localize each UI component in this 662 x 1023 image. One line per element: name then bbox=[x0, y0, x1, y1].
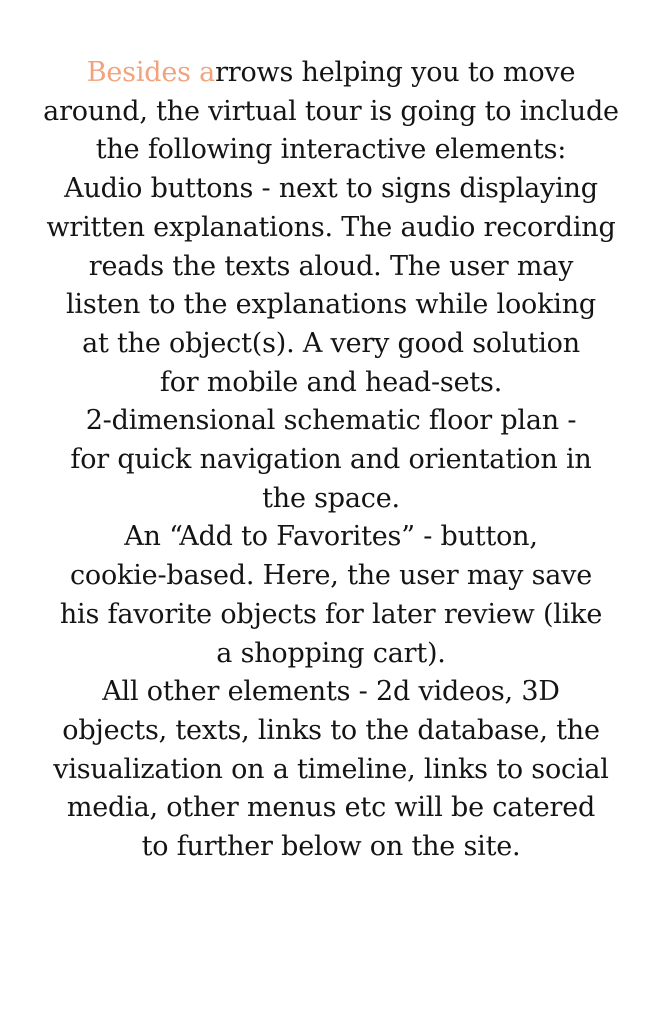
favorites-line-4: a shopping cart). bbox=[216, 636, 446, 669]
accent-text: Besides a bbox=[86, 56, 216, 88]
favorites-line-2: cookie-based. Here, the user may save bbox=[70, 559, 592, 592]
other-line-1: All other elements - 2d videos, 3D bbox=[102, 675, 560, 708]
intro-line-1-rest: rrows helping you to move bbox=[215, 56, 576, 88]
audio-line-2: written explanations. The audio recording bbox=[46, 210, 616, 243]
intro-line-3: the following interactive elements: bbox=[95, 133, 567, 166]
intro-line-2: around, the virtual tour is going to include bbox=[43, 94, 619, 127]
audio-line-4: listen to the explanations while looking bbox=[65, 288, 597, 321]
other-line-4: media, other menus etc will be catered bbox=[66, 791, 596, 824]
other-line-3: visualization on a timeline, links to social bbox=[53, 752, 609, 785]
audio-line-1: Audio buttons - next to signs displaying bbox=[64, 172, 598, 205]
intro-line-1 bbox=[6, 53, 656, 92]
other-line-2: objects, texts, links to the database, the bbox=[62, 713, 600, 746]
favorites-line-3: his favorite objects for later review (like bbox=[59, 597, 603, 630]
favorites-line-1: An “Add to Favorites” - button, bbox=[124, 520, 538, 553]
description-text-block bbox=[0, 53, 662, 866]
floorplan-line-2: for quick navigation and orientation in bbox=[70, 443, 592, 476]
other-line-5: to further below on the site. bbox=[141, 830, 521, 863]
floorplan-line-1: 2-dimensional schematic floor plan - bbox=[85, 404, 577, 437]
floorplan-line-3: the space. bbox=[262, 481, 400, 514]
audio-line-3: reads the texts aloud. The user may bbox=[88, 249, 574, 282]
audio-line-5: at the object(s). A very good solution bbox=[82, 326, 580, 359]
audio-line-6: for mobile and head-sets. bbox=[159, 365, 503, 398]
